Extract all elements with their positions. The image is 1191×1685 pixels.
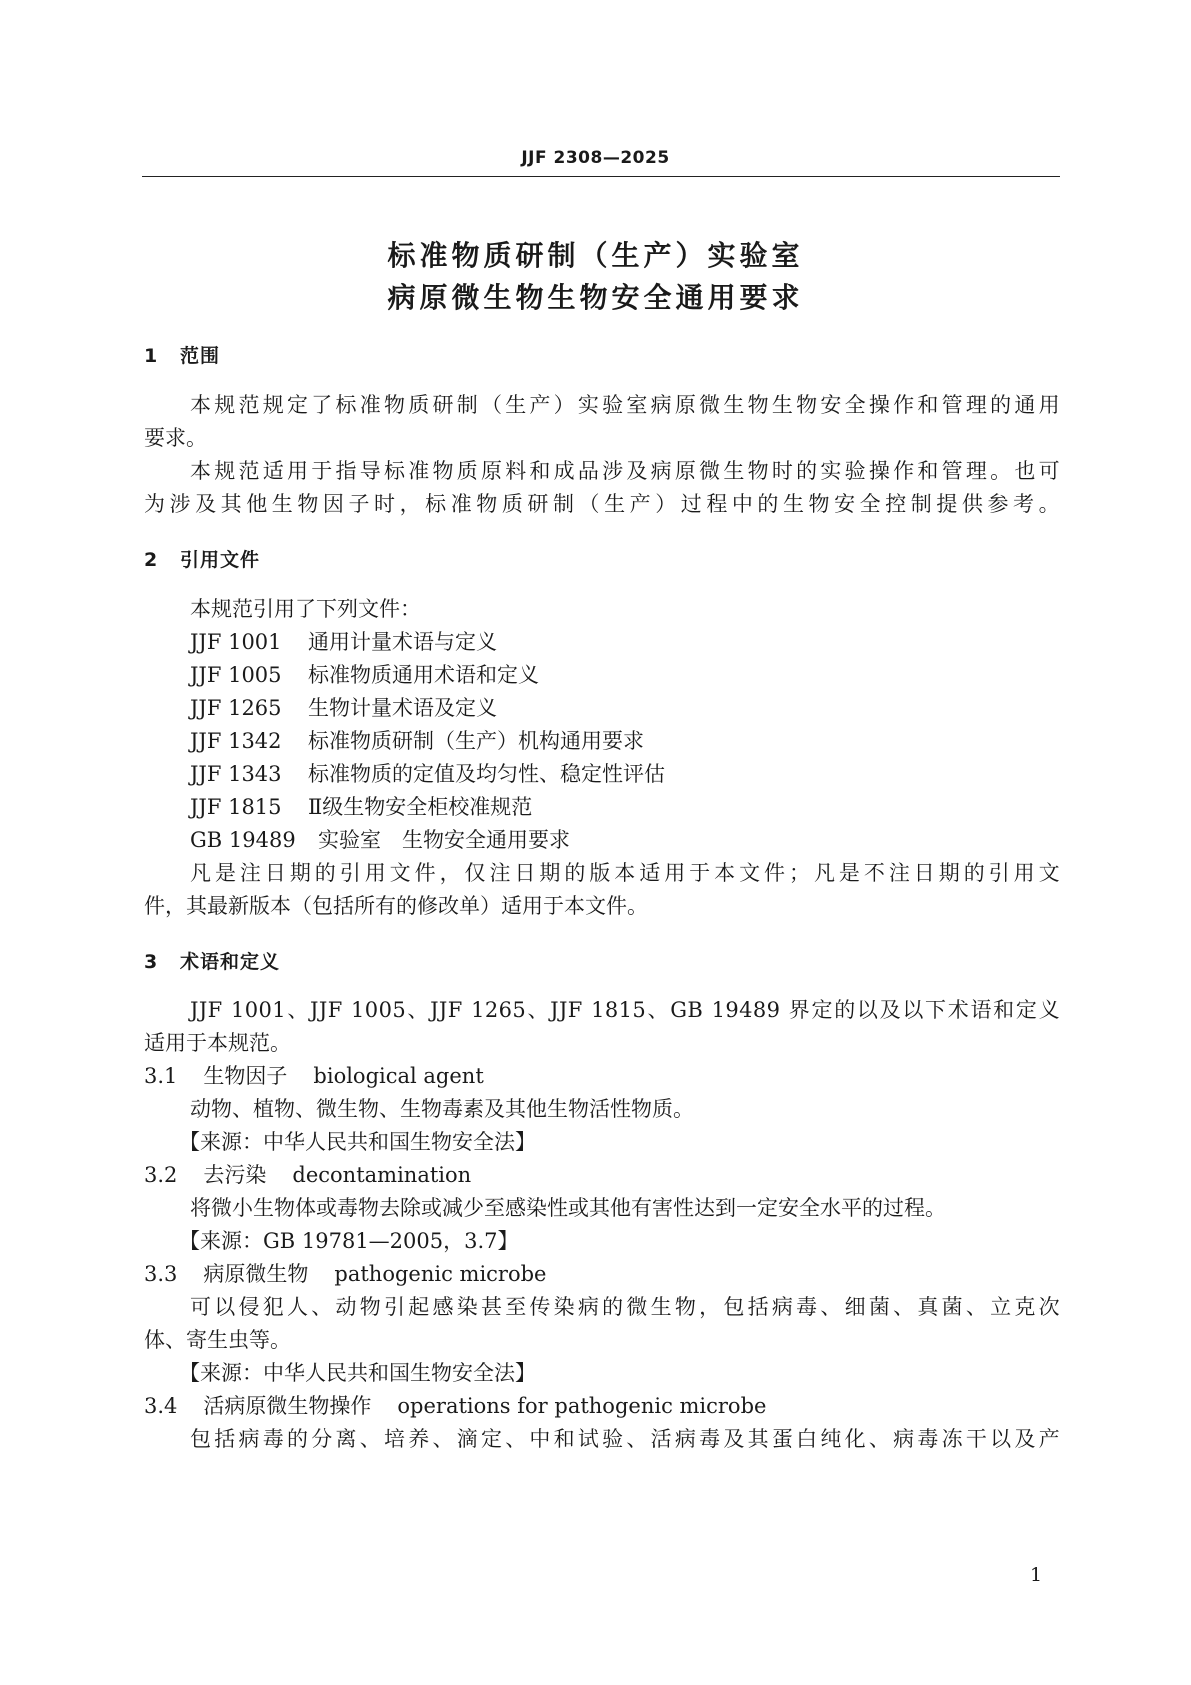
- term-heading: [144, 1061, 484, 1091]
- term-source: 【来源：中华人民共和国生物安全法】: [179, 1361, 536, 1385]
- term-number: 3.2: [144, 1163, 178, 1187]
- paragraph: 本规范引用了下列文件：: [190, 597, 421, 621]
- term-english: decontamination: [292, 1163, 472, 1187]
- reference-item: [190, 825, 570, 855]
- term-heading: [144, 1259, 546, 1289]
- reference-item: [190, 792, 532, 822]
- section-title: 术语和定义: [180, 951, 281, 973]
- reference-name: 通用计量术语与定义: [308, 630, 497, 654]
- page-number: 1: [1030, 1564, 1043, 1586]
- term-english: biological agent: [313, 1064, 484, 1088]
- reference-code: JJF 1001: [190, 630, 282, 654]
- term-definition: 动物、植物、微生物、生物毒素及其他生物活性物质。: [190, 1097, 694, 1121]
- term-source: 【来源：中华人民共和国生物安全法】: [179, 1130, 536, 1154]
- reference-name: 标准物质的定值及均匀性、稳定性评估: [308, 762, 665, 786]
- reference-name: 标准物质通用术语和定义: [308, 663, 539, 687]
- paragraph: 为涉及其他生物因子时，标准物质研制（生产）过程中的生物安全控制提供参考。: [144, 492, 1060, 516]
- reference-item: [190, 693, 497, 723]
- title-line-2: 病原微生物生物安全通用要求: [387, 281, 804, 314]
- reference-name: 生物计量术语及定义: [308, 696, 497, 720]
- term-number: 3.4: [144, 1394, 178, 1418]
- term-english: operations for pathogenic microbe: [397, 1394, 767, 1418]
- section-number: 2: [144, 549, 159, 571]
- term-chinese: 去污染: [203, 1163, 267, 1187]
- term-chinese: 病原微生物: [203, 1262, 309, 1286]
- term-definition: 包括病毒的分离、培养、滴定、中和试验、活病毒及其蛋白纯化、病毒冻干以及产: [190, 1427, 1060, 1451]
- term-heading: [144, 1391, 766, 1421]
- term-definition: 体、寄生虫等。: [144, 1328, 291, 1352]
- paragraph: JJF 1001、JJF 1005、JJF 1265、JJF 1815、GB 19489 界定的以及以下术语和定义: [190, 998, 1060, 1022]
- section-title: 引用文件: [180, 549, 261, 571]
- section-title: 范围: [180, 345, 221, 367]
- reference-code: JJF 1342: [190, 729, 282, 753]
- paragraph: 适用于本规范。: [144, 1031, 291, 1055]
- title-line-1: 标准物质研制（生产）实验室: [387, 239, 804, 272]
- reference-name: Ⅱ级生物安全柜校准规范: [308, 795, 533, 819]
- reference-code: JJF 1815: [190, 795, 282, 819]
- section-2-heading: [144, 545, 260, 572]
- term-definition: 将微小生物体或毒物去除或减少至感染性或其他有害性达到一定安全水平的过程。: [190, 1196, 946, 1220]
- section-number: 3: [144, 951, 159, 973]
- section-1-heading: [144, 341, 220, 368]
- reference-code: JJF 1265: [190, 696, 282, 720]
- reference-item: [190, 627, 497, 657]
- reference-item: [190, 759, 665, 789]
- reference-code: JJF 1343: [190, 762, 282, 786]
- reference-name: 标准物质研制（生产）机构通用要求: [308, 729, 644, 753]
- term-english: pathogenic microbe: [334, 1262, 547, 1286]
- term-heading: [144, 1160, 471, 1190]
- header-standard-code: JJF 2308—2025: [521, 148, 670, 168]
- section-3-heading: [144, 947, 280, 974]
- term-definition: 可以侵犯人、动物引起感染甚至传染病的微生物，包括病毒、细菌、真菌、立克次: [190, 1295, 1060, 1319]
- term-chinese: 生物因子: [203, 1064, 288, 1088]
- reference-item: [190, 660, 539, 690]
- term-source: 【来源：GB 19781—2005，3.7】: [179, 1229, 519, 1253]
- reference-code: GB 19489: [190, 828, 296, 852]
- paragraph: 件，其最新版本（包括所有的修改单）适用于本文件。: [144, 894, 648, 918]
- paragraph: 本规范规定了标准物质研制（生产）实验室病原微生物生物安全操作和管理的通用: [190, 393, 1060, 417]
- paragraph: 本规范适用于指导标准物质原料和成品涉及病原微生物时的实验操作和管理。也可: [190, 459, 1060, 483]
- term-number: 3.1: [144, 1064, 178, 1088]
- paragraph: 凡是注日期的引用文件，仅注日期的版本适用于本文件；凡是不注日期的引用文: [190, 861, 1060, 885]
- term-chinese: 活病原微生物操作: [203, 1394, 372, 1418]
- reference-name: 实验室 生物安全通用要求: [318, 828, 570, 852]
- paragraph: 要求。: [144, 426, 207, 450]
- section-number: 1: [144, 345, 159, 367]
- term-number: 3.3: [144, 1262, 178, 1286]
- header-rule: [142, 176, 1060, 177]
- reference-item: [190, 726, 644, 756]
- reference-code: JJF 1005: [190, 663, 282, 687]
